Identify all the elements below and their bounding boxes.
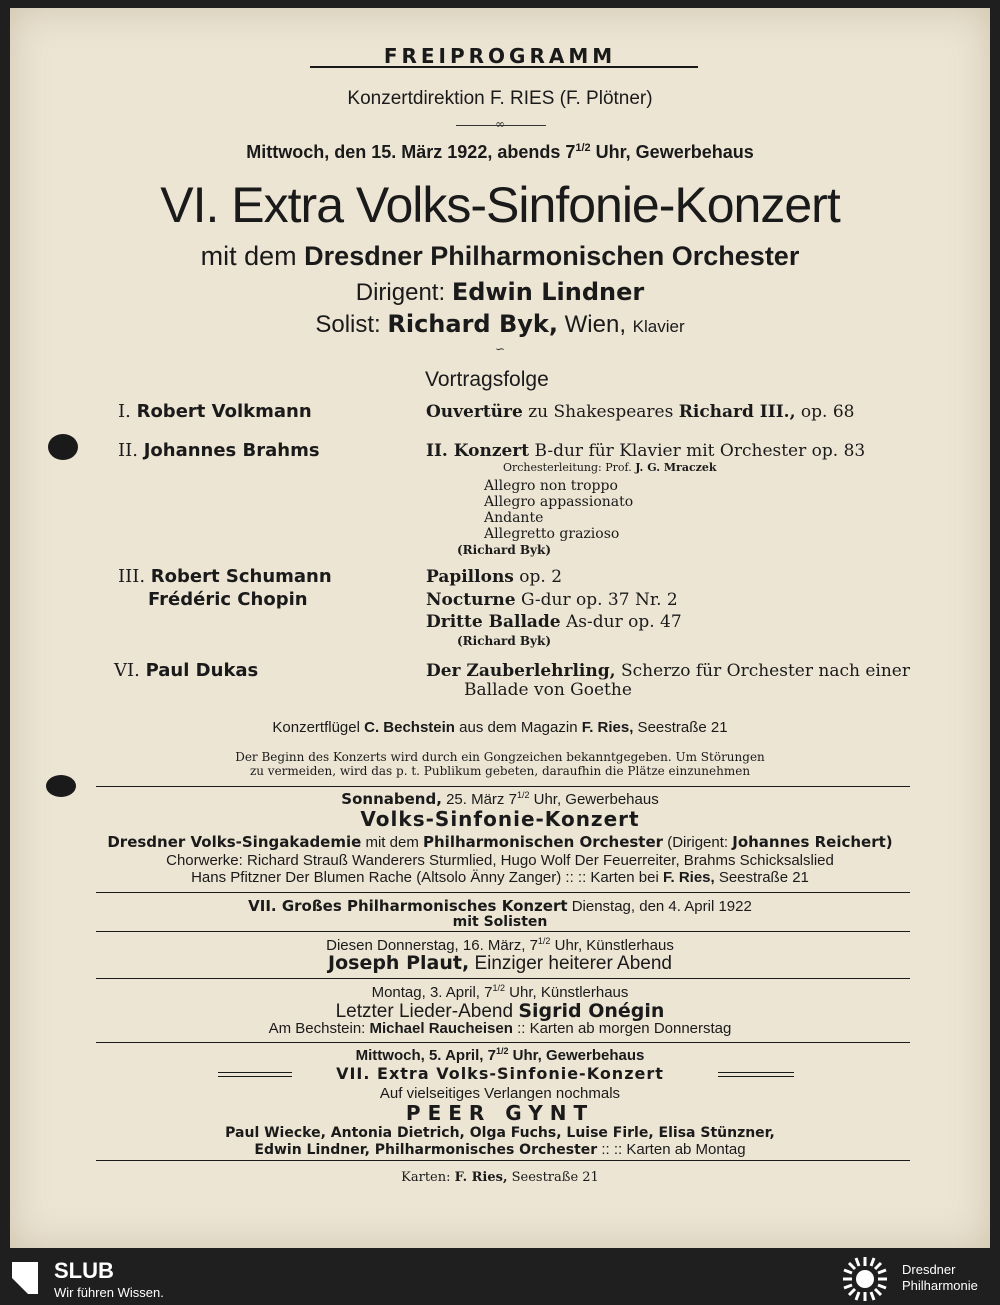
- program-item-4-work-line2: Ballade von Goethe: [464, 680, 632, 700]
- program-item-1-composer: I. Robert Volkmann: [118, 401, 312, 422]
- peer-gynt-title: PEER GYNT: [405, 1101, 595, 1125]
- program-item-3-work-2: Nocturne G-dur op. 37 Nr. 2: [426, 590, 678, 610]
- concert-date: Mittwoch, den 15. März 1922, abends $7^{1/2}$ Uhr, Gewerbehaus: [246, 142, 754, 162]
- announcement-1-date: Sonnabend, 25. März $7^{1/2}$ Uhr, Gewerbehaus: [341, 790, 659, 808]
- program-item-2-composer: II. Johannes Brahms: [118, 440, 320, 461]
- announcement-5-line5: Paul Wiecke, Antonia Dietrich, Olga Fuchs, Luise Firle, Elisa Stünzner,: [225, 1125, 775, 1141]
- ornament-glyph-small: ∽: [494, 342, 506, 356]
- poster-paper: [10, 8, 990, 1248]
- program-item-4-work: Der Zauberlehrling, Scherzo für Orchester nach einer: [426, 661, 910, 681]
- concert-title: VI. Extra Volks-Sinfonie-Konzert: [160, 177, 840, 233]
- philharmonie-name-1: Dresdner: [902, 1262, 956, 1277]
- konzertdirektion: Konzertdirektion F. RIES (F. Plötner): [347, 88, 653, 109]
- announcement-4-line1: Montag, 3. April, $7^{1/2}$ Uhr, Künstlerhaus: [371, 983, 629, 1001]
- movement-4: Allegretto grazioso: [484, 526, 620, 542]
- philharmonie-name-2: Philharmonie: [902, 1278, 978, 1293]
- soloist-note-1: (Richard Byk): [457, 543, 552, 557]
- announcement-4-line2: Letzter Lieder-Abend Sigrid Onégin: [335, 1000, 665, 1022]
- vortragsfolge-heading: Vortragsfolge: [425, 368, 549, 391]
- soloist-note-2: (Richard Byk): [457, 634, 552, 648]
- announcement-3-line1: Diesen Donnerstag, 16. März, $7^{1/2}$ Uhr, Künstlerhaus: [326, 936, 674, 954]
- divider-6: [96, 1160, 910, 1161]
- announcement-5-line1: Mittwoch, 5. April, $7^{1/2}$ Uhr, Gewerbehaus: [355, 1046, 645, 1064]
- announcement-2-line1: VII. Großes Philharmonisches Konzert Dienstag, den 4. April 1922: [248, 897, 752, 915]
- heading-underline: [310, 66, 698, 68]
- ornament-glyph: ∞: [495, 117, 505, 131]
- beginn-note-2: zu vermeiden, wird das p. t. Publikum gebeten, daraufhin die Plätze einzunehmen: [249, 764, 751, 778]
- karten-line: Karten: F. Ries, Seestraße 21: [401, 1170, 599, 1185]
- punch-hole-top: [48, 434, 78, 460]
- program-item-1-work: Ouvertüre zu Shakespeares Richard III., op. 68: [426, 402, 855, 422]
- program-item-3-work-3: Dritte Ballade As-dur op. 47: [426, 612, 682, 632]
- announcement-1-line4: Chorwerke: Richard Strauß Wanderers Sturmlied, Hugo Wolf Der Feuerreiter, Brahms Schicksalslied: [166, 852, 834, 869]
- program-item-3-work-1: Papillons op. 2: [426, 567, 563, 587]
- movement-1: Allegro non troppo: [484, 478, 618, 494]
- freiprogramm-heading: FREIPROGRAMM: [383, 44, 617, 68]
- program-item-3-composer: III. Robert Schumann: [118, 566, 332, 587]
- divider-5: [96, 1042, 910, 1043]
- movement-2: Allegro appassionato: [484, 494, 634, 510]
- footer-bar: [0, 1252, 1000, 1305]
- slub-tagline: Wir führen Wissen.: [54, 1285, 164, 1300]
- announcement-1-title: Volks-Sinfonie-Konzert: [360, 807, 640, 831]
- philharmonie-sunburst-icon: [840, 1254, 890, 1304]
- dirigent-line: Dirigent: Edwin Lindner: [355, 278, 645, 306]
- orchestra-line: mit dem Dresdner Philharmonischen Orchester: [200, 241, 800, 271]
- announcement-1-line3: Dresdner Volks-Singakademie mit dem Philharmonischen Orchester (Dirigent: Johannes Reichert): [107, 833, 893, 851]
- divider-2: [96, 892, 910, 893]
- announcement-1-line5: Hans Pfitzner Der Blumen Rache (Altsolo Änny Zanger) :: :: Karten bei F. Ries, Seestraße 21: [191, 869, 809, 886]
- announcement-2-line2: mit Solisten: [452, 914, 548, 930]
- orchesterleitung: Orchesterleitung: Prof. J. G. Mraczek: [503, 461, 717, 474]
- announcement-4-line3: Am Bechstein: Michael Raucheisen :: Karten ab morgen Donnerstag: [268, 1020, 732, 1037]
- slub-name: SLUB: [54, 1258, 114, 1283]
- announcement-5-title: VII. Extra Volks-Sinfonie-Konzert: [336, 1064, 664, 1083]
- solist-line: Solist: Richard Byk, Wien, Klavier: [315, 310, 685, 338]
- punch-hole-bottom: [46, 775, 76, 797]
- divider-1: [96, 786, 910, 787]
- movement-3: Andante: [484, 510, 544, 526]
- announcement-5-line6: Edwin Lindner, Philharmonisches Orchester :: :: Karten ab Montag: [254, 1141, 746, 1158]
- double-rule-right: [718, 1072, 794, 1077]
- slub-logo-icon: [10, 1260, 40, 1296]
- konzertfluegel-note: Konzertflügel C. Bechstein aus dem Magazin F. Ries, Seestraße 21: [272, 719, 728, 736]
- announcement-5-line3: Auf vielseitiges Verlangen nochmals: [379, 1085, 621, 1102]
- announcement-3-line2: Joseph Plaut, Einziger heiterer Abend: [328, 952, 672, 974]
- beginn-note-1: Der Beginn des Konzerts wird durch ein Gongzeichen bekanntgegeben. Um Störungen: [235, 750, 765, 764]
- program-item-4-composer: VI. Paul Dukas: [114, 660, 259, 681]
- program-item-3-composer-2: Frédéric Chopin: [148, 589, 308, 610]
- divider-3: [96, 931, 910, 932]
- program-item-2-work: II. Konzert B-dur für Klavier mit Orchester op. 83: [426, 441, 866, 461]
- divider-4: [96, 978, 910, 979]
